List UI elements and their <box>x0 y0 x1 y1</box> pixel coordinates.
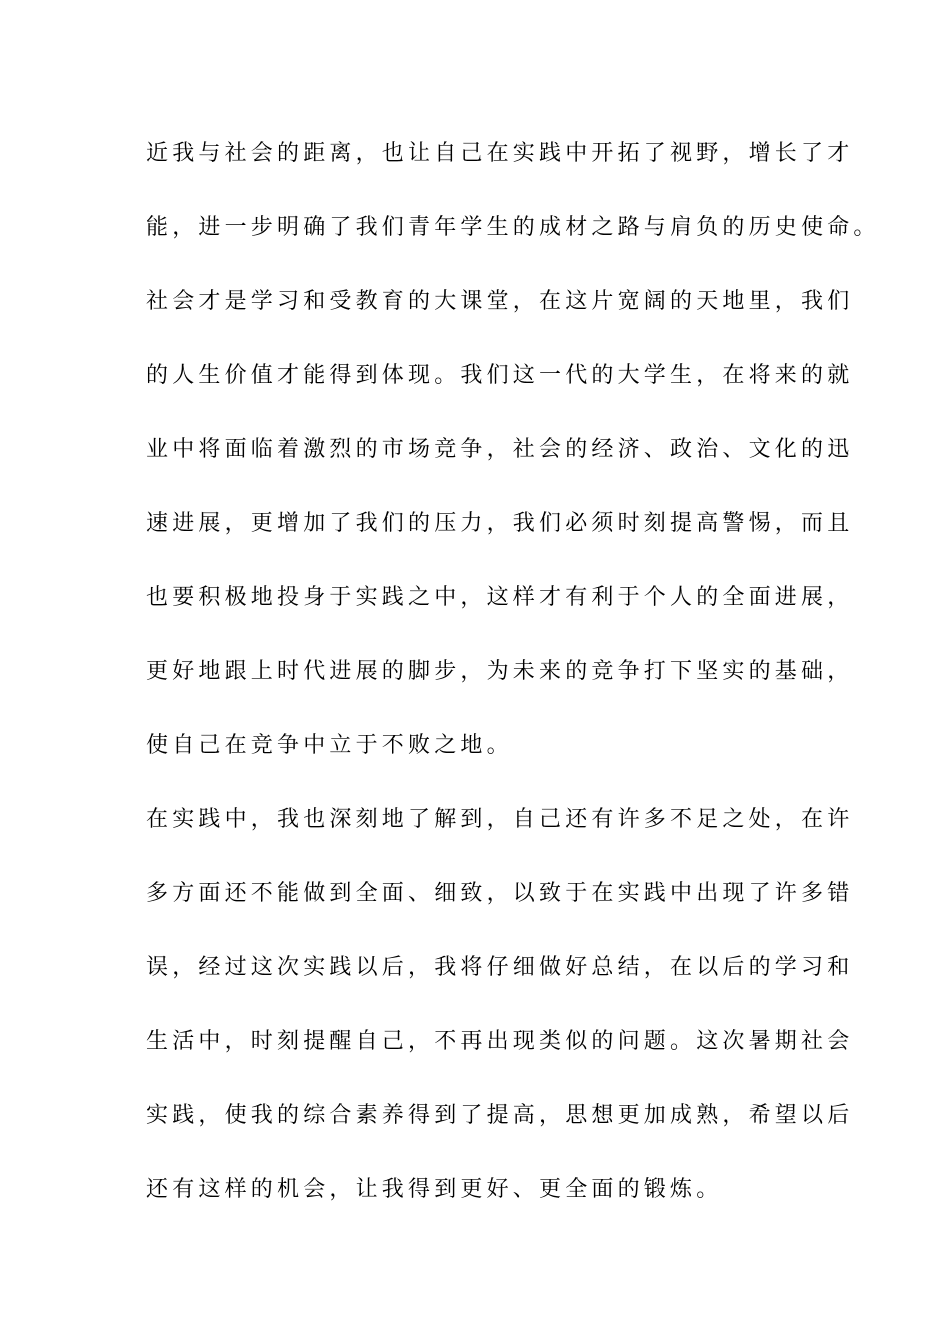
text-line: 业中将面临着激烈的市场竞争，社会的经济、政治、文化的迅 <box>146 437 854 462</box>
text-line: 实践，使我的综合素养得到了提高，思想更加成熟，希望以后 <box>146 1103 854 1128</box>
text-line: 还有这样的机会，让我得到更好、更全面的锻炼。 <box>146 1177 723 1202</box>
text-line: 也要积极地投身于实践之中，这样才有利于个人的全面进展， <box>146 585 854 610</box>
text-line: 在实践中，我也深刻地了解到，自己还有许多不足之处，在许 <box>146 807 854 832</box>
text-line: 误，经过这次实践以后，我将仔细做好总结，在以后的学习和 <box>146 955 854 980</box>
text-line: 多方面还不能做到全面、细致，以致于在实践中出现了许多错 <box>146 881 854 906</box>
text-line: 生活中，时刻提醒自己，不再出现类似的问题。这次暑期社会 <box>146 1029 854 1054</box>
text-line: 速进展，更增加了我们的压力，我们必须时刻提高警惕，而且 <box>146 511 854 536</box>
text-line: 能，进一步明确了我们青年学生的成材之路与肩负的历史使命。 <box>146 215 880 240</box>
text-line: 近我与社会的距离，也让自己在实践中开拓了视野，增长了才 <box>146 141 854 166</box>
text-line: 社会才是学习和受教育的大课堂，在这片宽阔的天地里，我们 <box>146 289 854 314</box>
body-text <box>146 132 880 1242</box>
text-line: 使自己在竞争中立于不败之地。 <box>146 733 513 758</box>
text-line: 的人生价值才能得到体现。我们这一代的大学生，在将来的就 <box>146 363 854 388</box>
text-line: 更好地跟上时代进展的脚步，为未来的竞争打下坚实的基础， <box>146 659 854 684</box>
